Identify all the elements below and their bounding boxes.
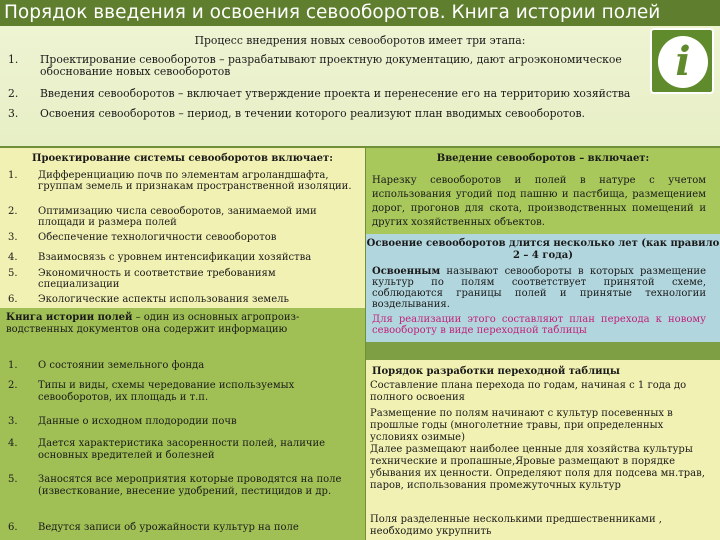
design-heading: Проектирование системы севооборотов включает: bbox=[32, 153, 333, 164]
introduction-panel bbox=[366, 148, 720, 234]
info-icon: i bbox=[675, 38, 691, 85]
list-item: 3. Данные о исходном плодородии почв bbox=[8, 416, 237, 427]
transition-paragraph: Поля разделенные несколькими предшественниками , необходимо укрупнить bbox=[370, 514, 662, 537]
development-panel bbox=[366, 234, 720, 342]
intro-heading: Процесс внедрения новых севооборотов имеет три этапа: bbox=[194, 34, 526, 47]
development-heading: Освоение севооборотов длится несколько лет (как правило 2 – 4 года) bbox=[366, 238, 720, 261]
book-panel bbox=[0, 308, 365, 540]
design-panel bbox=[0, 148, 365, 308]
intro-section bbox=[0, 26, 720, 146]
list-item: 4. Взаимосвязь с уровнем интенсификации хозяйства bbox=[8, 252, 312, 263]
introduction-heading: Введение севооборотов – включает: bbox=[436, 153, 650, 164]
list-item: 2. Оптимизацию числа севооборотов, занимаемой ими площади и размера полей bbox=[8, 206, 317, 228]
list-item: 1. Дифференциацию почв по элементам агроландшафта, группам земель и признакам пространственной изоляции. bbox=[8, 170, 352, 192]
development-text: Освоенным называют севообороты в которых размещение культур по полям соответствует принятой схеме, соблюдаются границы полей и принятые технологии возделывания. bbox=[372, 266, 706, 310]
transition-heading: Порядок разработки переходной таблицы bbox=[372, 366, 620, 377]
list-item: 1. О состоянии земельного фонда bbox=[8, 360, 205, 371]
list-item: 6. Экологические аспекты использования земель bbox=[8, 294, 289, 305]
development-note: Для реализации этого составляют план перехода к новому севообороту в виде переходной таблицы bbox=[372, 314, 706, 336]
list-item: 5. Экономичность и соответствие требованиям специализации bbox=[8, 268, 276, 290]
transition-paragraph: Размещение по полям начинают с культур посевенных в прошлые годы (многолетние травы, при определенных условиях озимые) bbox=[370, 408, 673, 443]
transition-paragraph: Составление плана перехода по годам, начиная с 1 года до полного освоения bbox=[370, 380, 687, 403]
list-item: 5. Заносятся все мероприятия которые проводятся на поле (известкование, внесение удобрений, пестицидов и др. bbox=[8, 474, 342, 497]
transition-paragraph: Далее размещают наиболее ценные для хозяйства культуры технические и пропашные,Яровые размещают в порядке убывания их ценности. Определяют поля для подсева мн.трав, паров, использования промежуточных культур bbox=[370, 444, 705, 491]
list-item: 2. Типы и виды, схемы чередование используемых севооборотов, их площадь и т.п. bbox=[8, 380, 295, 403]
book-heading: Книга истории полей – один из основных агропроиз-водственных документов она содержит информацию bbox=[6, 312, 300, 335]
list-item: 6. Ведутся записи об урожайности культур на поле bbox=[8, 522, 299, 533]
list-item: 3. Освоения севооборотов – период, в течении которого реализуют план вводимых севооборотов. bbox=[8, 107, 585, 120]
list-item: 1. Проектирование севооборотов – разрабатывают проектную документацию, дают агроэкономическое обоснование новых севооборотов bbox=[8, 53, 622, 78]
list-item: 3. Обеспечение технологичности севооборотов bbox=[8, 232, 277, 243]
list-item: 2. Введения севооборотов – включает утверждение проекта и перенесение его на территорию хозяйства bbox=[8, 87, 631, 100]
info-badge bbox=[650, 28, 714, 94]
page-title: Порядок введения и освоения севооборотов. Книга истории полей bbox=[0, 0, 720, 26]
transition-panel bbox=[366, 360, 720, 540]
list-item: 4. Дается характеристика засоренности полей, наличие основных вредителей и болезней bbox=[8, 438, 326, 461]
introduction-text: Нарезку севооборотов и полей в натуре с учетом использования угодий под пашню и пастбища, размещением дорог, прогонов для скота, производственных помещений и других хозяйственных объектов. bbox=[372, 175, 706, 228]
